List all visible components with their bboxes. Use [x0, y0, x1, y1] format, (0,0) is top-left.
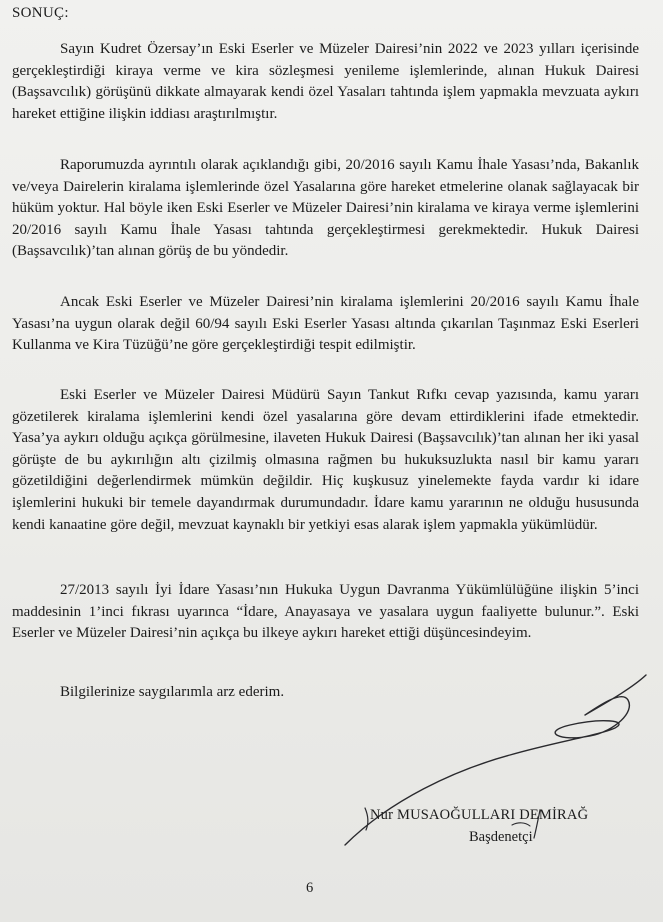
paragraph-allegation: Sayın Kudret Özersay’ın Eski Eserler ve Müzeler Dairesi’nin 2022 ve 2023 yılları içerisinde gerçekleştirdiği kiraya verme ve kira sözleşmesi yenileme işlemlerinde, alınan Hukuk Dairesi (Başsavcılık) görüşünü dikkate almayarak kendi özel Yasaları tahtında işlem yapmakla mevzuata aykırı hareket ettiğine ilişkin iddiası araştırılmıştır. [12, 41, 639, 122]
paragraph-procurement-law: Raporumuzda ayrıntılı olarak açıklandığı gibi, 20/2016 sayılı Kamu İhale Yasası’nda, Bakanlık ve/veya Dairelerin kiralama işlemlerinde özel Yasalarına göre hareket etmelerine olanak sağlayacak bir hüküm yoktur. Hal böyle iken Eski Eserler ve Müzeler Dairesi’nin kiralama ve kiraya verme işlemlerini 20/2016 sayılı Kamu İhale Yasası tahtında gerçekleştirmesi gerekmektedir. Hukuk Dairesi (Başsavcılık)’tan alınan görüş de bu yöndedir. [12, 157, 639, 260]
paragraph-public-interest: Eski Eserler ve Müzeler Dairesi Müdürü Sayın Tankut Rıfkı cevap yazısında, kamu yararı gözetilerek kiralama işlemlerini kendi özel yasalarına göre devam ettirdiklerini ifade etmektedir. Yasa’ya aykırı olduğu açıkça görülmesine, ilaveten Hukuk Dairesi (Başsavcılık)’tan alınan her iki yasal görüşte de bu aykırılığın altı çizilmiş olmasına rağmen bu hukuksuzlukta nasıl bir kamu yararı gözetildiğini değerlendirmek mümkün değildir. Hiç kuşkusuz yinelemekte fayda vardır ki idare işlemlerini hukuki bir temele dayandırmak durumundadır. İdare kamu yararının ne olduğu hususunda kendi kanaatine göre değil, mevzuat kaynaklı bir yetkiyi esas alarak işlem yapmakla yükümlüdür. [12, 387, 639, 533]
page-number: 6 [306, 880, 314, 896]
closing-line: Bilgilerinize saygılarımla arz ederim. [60, 684, 285, 700]
signatory-title: Başdenetçi [469, 829, 533, 845]
paragraph-conclusion: 27/2013 sayılı İyi İdare Yasası’nın Hukuka Uygun Davranma Yükümlülüğüne ilişkin 5’inci maddesinin 1’inci fıkrası uyarınca “İdare, Anayasaya ve yasalara uygun faaliyette bulunur.”. Eski Eserler ve Müzeler Dairesi’nin açıkça bu ilkeye aykırı hareket ettiği düşüncesindeyim. [12, 582, 639, 642]
paragraph-finding: Ancak Eski Eserler ve Müzeler Dairesi’nin kiralama işlemlerini 20/2016 sayılı Kamu İhale Yasası’na uygun olarak değil 60/94 sayılı Eski Eserler Yasası altında çıkarılan Taşınmaz Eski Eserleri Kullanma ve Kira Tüzüğü’ne göre gerçekleştirdiği tespit edilmiştir. [12, 294, 639, 354]
section-heading: SONUÇ: [12, 5, 69, 21]
signatory-name: Nur MUSAOĞULLARI DEMİRAĞ [370, 807, 589, 823]
